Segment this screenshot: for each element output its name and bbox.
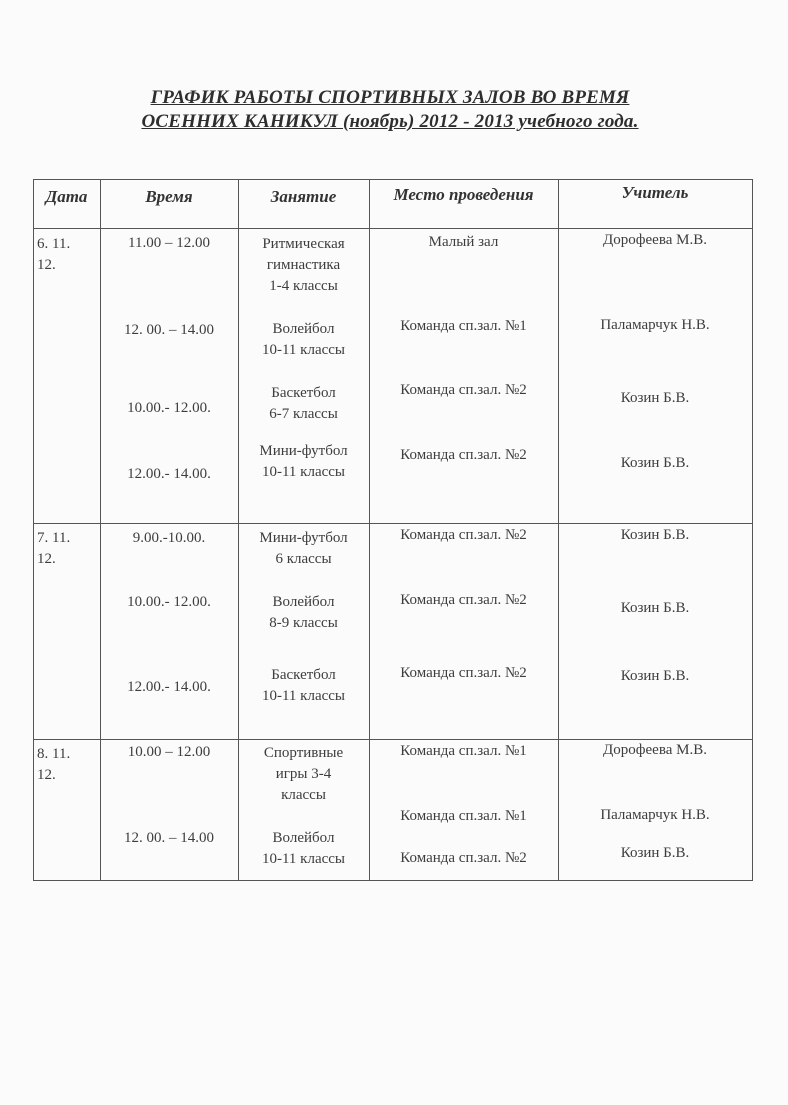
day-3-row-3-place: Команда сп.зал. №2 xyxy=(400,850,527,866)
title-line-1: ГРАФИК РАБОТЫ СПОРТИВНЫХ ЗАЛОВ ВО ВРЕМЯ xyxy=(150,87,630,108)
day-1-row-1-place: Малый зал xyxy=(428,234,499,250)
day-3-row-3-teacher: Козин Б.В. xyxy=(620,845,690,861)
title-line-2: ОСЕННИХ КАНИКУЛ (ноябрь) 2012 - 2013 учебного года. xyxy=(141,111,639,132)
day-2-row-2-activity: Волейбол 8-9 классы xyxy=(269,594,338,631)
day-2-date: 7. 11. 12. xyxy=(37,530,71,567)
day-2-row-3-place: Команда сп.зал. №2 xyxy=(400,665,527,681)
day-1-row-1-time: 11.00 – 12.00 xyxy=(128,235,210,251)
day-3-row-2-teacher: Паламарчук Н.В. xyxy=(600,807,710,823)
day-3-row-3-activity: Волейбол 10-11 классы xyxy=(261,830,345,867)
day-2-row-2-time: 10.00.- 12.00. xyxy=(127,594,211,610)
day-1-row-4-place: Команда сп.зал. №2 xyxy=(400,447,527,463)
day-1-row-3-place: Команда сп.зал. №2 xyxy=(400,382,527,398)
day-2-row-1-place: Команда сп.зал. №2 xyxy=(400,527,527,543)
col-border-right xyxy=(752,179,753,881)
day-1-row-4-time: 12.00.- 14.00. xyxy=(127,466,211,482)
day-1-row-2-place: Команда сп.зал. №1 xyxy=(400,318,527,334)
schedule-table xyxy=(33,179,753,881)
day-separator-1 xyxy=(33,523,753,524)
day-1-row-3-time: 10.00.- 12.00. xyxy=(127,400,211,416)
day-1-row-1-teacher: Дорофеева М.В. xyxy=(603,232,707,248)
header-date: Дата xyxy=(45,187,88,206)
day-1-row-3-teacher: Козин Б.В. xyxy=(620,390,690,406)
day-2-row-3-time: 12.00.- 14.00. xyxy=(127,679,211,695)
header-activity: Занятие xyxy=(270,187,337,206)
day-3-date: 8. 11. 12. xyxy=(37,746,71,783)
day-2-row-2-place: Команда сп.зал. №2 xyxy=(400,592,527,608)
day-1-date: 6. 11. 12. xyxy=(37,236,71,273)
day-3-row-2-place: Команда сп.зал. №1 xyxy=(400,808,527,824)
table-border-top xyxy=(33,179,753,180)
day-3-row-1-time: 10.00 – 12.00 xyxy=(127,744,211,760)
day-1-row-2-time: 12. 00. – 14.00 xyxy=(124,322,214,338)
header-place: Место проведения xyxy=(393,185,534,204)
day-2-row-2-teacher: Козин Б.В. xyxy=(620,600,690,616)
day-2-row-1-activity: Мини-футбол 6 классы xyxy=(259,530,348,567)
header-teacher: Учитель xyxy=(621,183,689,202)
col-border-left xyxy=(33,179,34,881)
day-1-row-2-teacher: Паламарчук Н.В. xyxy=(600,317,710,333)
day-1-row-2-activity: Волейбол 10-11 классы xyxy=(261,321,345,358)
day-1-row-3-activity: Баскетбол 6-7 классы xyxy=(269,385,338,422)
header-time: Время xyxy=(145,187,193,206)
document-title xyxy=(60,86,720,134)
day-3-row-1-teacher: Дорофеева М.В. xyxy=(603,742,707,758)
header-separator xyxy=(33,228,753,229)
day-3-row-1-place: Команда сп.зал. №1 xyxy=(400,743,527,759)
day-2-row-3-activity: Баскетбол 10-11 классы xyxy=(261,667,345,704)
day-2-row-1-time: 9.00.-10.00. xyxy=(132,530,206,546)
day-2-row-1-teacher: Козин Б.В. xyxy=(620,527,690,543)
table-border-bottom xyxy=(33,880,753,881)
day-1-row-4-activity: Мини-футбол 10-11 классы xyxy=(259,443,348,480)
day-1-row-4-teacher: Козин Б.В. xyxy=(620,455,690,471)
day-2-row-3-teacher: Козин Б.В. xyxy=(620,668,690,684)
day-1-row-1-activity: Ритмическая гимнастика 1-4 классы xyxy=(262,236,345,294)
day-3-row-1-activity: Спортивные игры 3-4 классы xyxy=(263,745,344,803)
day-3-row-3-time: 12. 00. – 14.00 xyxy=(124,830,214,846)
